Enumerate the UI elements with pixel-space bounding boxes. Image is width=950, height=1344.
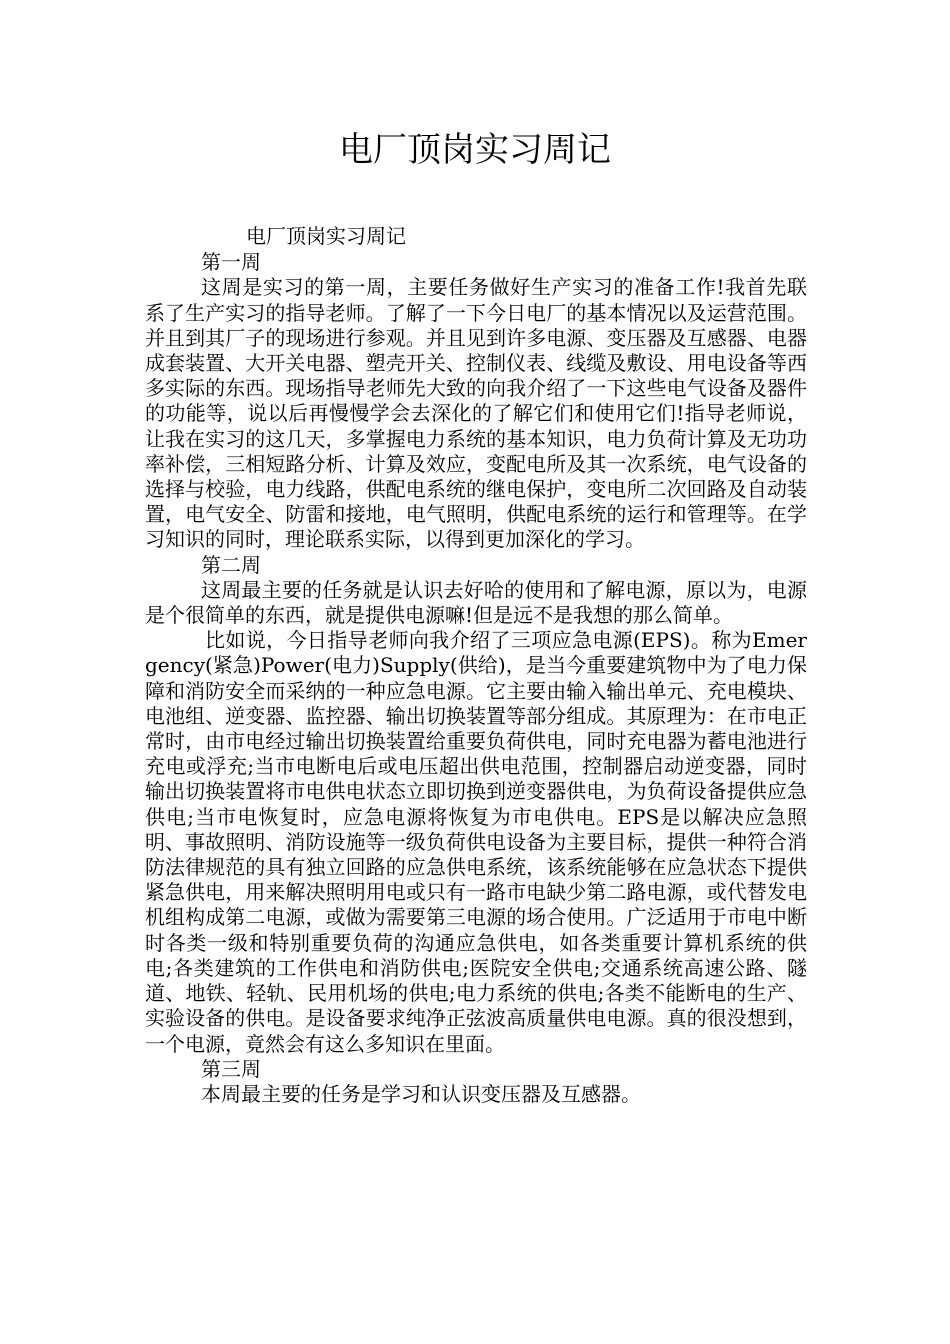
week-2-paragraph-2: 比如说，今日指导老师向我介绍了三项应急电源(EPS)。称为Emergency(紧急)Power(电力)Supply(供给)，是当今重要建筑物中为了电力保障和消防安全而采纳的一种应急电源。它主要由输入输出单元、充电模块、电池组、逆变器、监控器、输出切换装置等部分组成。其原理为：在市电正常时，由市电经过输出切换装置给重要负荷供电，同时充电器为蓄电池进行充电或浮充;当市电断电后或电压超出供电范围，控制器启动逆变器，同时输出切换装置将市电供电状态立即切换到逆变器供电，为负荷设备提供应急供电;当市电恢复时，应急电源将恢复为市电供电。EPS是以解决应急照明、事故照明、消防设施等一级负荷供电设备为主要目标，提供一种符合消防法律规范的具有独立回路的应急供电系统，该系统能够在应急状态下提供紧急供电，用来解决照明用电或只有一路市电缺少第二路电源，或代替发电机组构成第二电源，或做为需要第三电源的场合使用。广泛适用于市电中断时各类一级和特别重要负荷的沟通应急供电，如各类重要计算机系统的供电;各类建筑的工作供电和消防供电;医院安全供电;交通系统高速公路、隧道、地铁、轻轨、民用机场的供电;电力系统的供电;各类不能断电的生产、实验设备的供电。是设备要求纯净正弦波高质量供电电源。真的很没想到，一个电源，竟然会有这么多知识在里面。 <box>145 628 807 1056</box>
week-2-paragraph-1: 这周最主要的任务就是认识去好哈的使用和了解电源，原以为，电源是个很简单的东西，就是提供电源嘛!但是远不是我想的那么简单。 <box>145 577 807 628</box>
week-heading-2: 第二周 <box>201 552 261 577</box>
week-heading-3: 第三周 <box>201 1056 261 1081</box>
week-3-paragraph-1: 本周最主要的任务是学习和认识变压器及互感器。 <box>201 1081 641 1106</box>
document-subtitle: 电厂顶岗实习周记 <box>246 224 406 248</box>
week-1-paragraph-1: 这周是实习的第一周，主要任务做好生产实习的准备工作!我首先联系了生产实习的指导老师。了解了一下今日电厂的基本情况以及运营范围。并且到其厂子的现场进行参观。并且见到许多电源、变压器及互感器、电器成套装置、大开关电器、塑壳开关、控制仪表、线缆及敷设、用电设备等西多实际的东西。现场指导老师先大致的向我介绍了一下这些电气设备及器件的功能等，说以后再慢慢学会去深化的了解它们和使用它们!指导老师说，让我在实习的这几天，多掌握电力系统的基本知识，电力负荷计算及无功功率补偿，三相短路分析、计算及效应，变配电所及其一次系统，电气设备的选择与校验，电力线路，供配电系统的继电保护，变电所二次回路及自动装置，电气安全、防雷和接地，电气照明，供配电系统的运行和管理等。在学习知识的同时，理论联系实际，以得到更加深化的学习。 <box>145 275 807 552</box>
document-body <box>145 224 807 1107</box>
week-heading-1: 第一周 <box>201 250 261 275</box>
document-title: 电厂顶岗实习周记 <box>339 130 611 170</box>
